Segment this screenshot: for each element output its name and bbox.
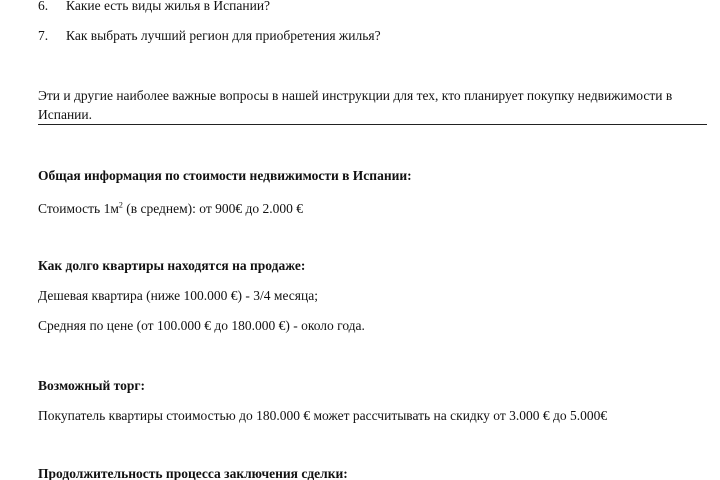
horizontal-rule xyxy=(38,124,707,125)
list-item xyxy=(38,28,381,44)
duration-line-cheap: Дешевая квартира (ниже 100.000 €) - 3/4 месяца; xyxy=(38,288,318,303)
deal-heading: Продолжительность процесса заключения сделки: xyxy=(38,466,348,480)
duration-line-mid: Средняя по цене (от 100.000 € до 180.000 €) - около года. xyxy=(38,318,365,333)
duration-heading: Как долго квартиры находятся на продаже: xyxy=(38,258,306,273)
price-line-superscript: 2 xyxy=(118,200,123,210)
intro-paragraph: Эти и другие наиболее важные вопросы в нашей инструкции для тех, кто планирует покупку недвижимости в Испании. xyxy=(38,88,673,122)
list-item-number: 6. xyxy=(38,0,49,13)
list-item-text: Какие есть виды жилья в Испании? xyxy=(66,0,271,13)
price-heading: Общая информация по стоимости недвижимости в Испании: xyxy=(38,168,412,183)
price-line-suffix: (в среднем): от 900€ до 2.000 € xyxy=(122,201,304,216)
price-line xyxy=(38,201,303,217)
list-item xyxy=(38,0,270,14)
bargain-line: Покупатель квартиры стоимостью до 180.000 € может рассчитывать на скидку от 3.000 € до 5.000€ xyxy=(38,408,608,423)
list-item-text: Как выбрать лучший регион для приобретения жилья? xyxy=(66,28,381,43)
list-item-number: 7. xyxy=(38,28,49,43)
price-line-prefix: Стоимость 1м xyxy=(38,201,119,216)
bargain-heading: Возможный торг: xyxy=(38,378,146,393)
